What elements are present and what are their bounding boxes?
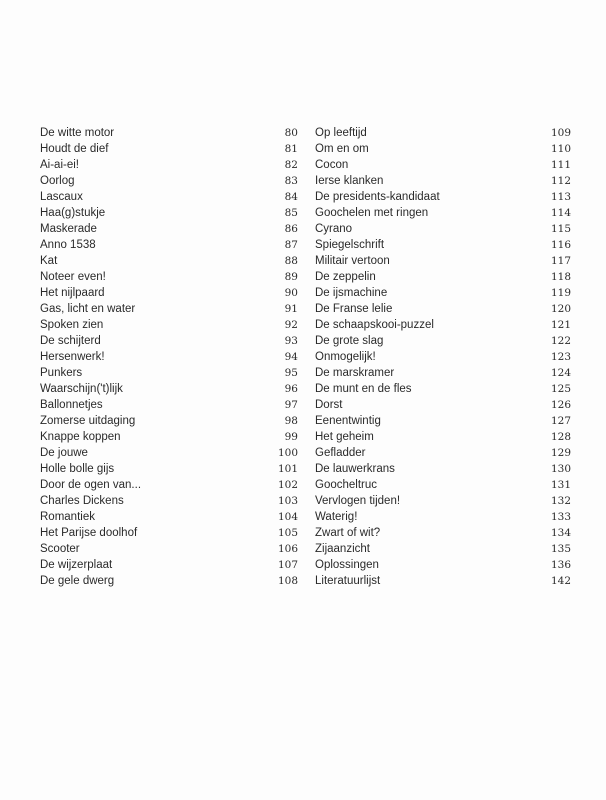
toc-entry-page: 122 (550, 335, 571, 347)
toc-entry (315, 477, 571, 493)
toc-entry-page: 97 (284, 399, 298, 411)
toc-entry-title: Charles Dickens (40, 495, 124, 507)
toc-entry-title: Hersenwerk! (40, 351, 105, 363)
toc-entry-title: Waarschijn('t)lijk (40, 383, 123, 395)
toc-entry-title: Zijaanzicht (315, 543, 370, 555)
toc-entry-title: Knappe koppen (40, 431, 121, 443)
toc-entry (315, 413, 571, 429)
toc-entry-title: Spiegelschrift (315, 239, 385, 251)
toc-entry (315, 125, 571, 141)
toc-entry-title: Militair vertoon (315, 255, 390, 267)
toc-entry-title: Goochelen met ringen (315, 207, 429, 219)
toc-entry-page: 135 (550, 543, 571, 555)
toc-entry (315, 349, 571, 365)
toc-entry-page: 131 (550, 479, 571, 491)
toc-entry-title: Houdt de dief (40, 143, 109, 155)
toc-entry (315, 237, 571, 253)
toc-entry-title: Anno 1538 (40, 239, 96, 251)
toc-entry-page: 108 (277, 575, 298, 587)
toc-entry-page: 103 (277, 495, 298, 507)
toc-entry-title: Cyrano (315, 223, 353, 235)
toc-entry (40, 317, 298, 333)
toc-entry-page: 142 (550, 575, 571, 587)
toc-entry-title: Het geheim (315, 431, 374, 443)
toc-entry-page: 106 (277, 543, 298, 555)
toc-entry (315, 573, 571, 589)
toc-entry-title: De witte motor (40, 127, 115, 139)
toc-entry-page: 133 (550, 511, 571, 523)
toc-entry-title: De jouwe (40, 447, 88, 459)
toc-entry (40, 285, 298, 301)
toc-entry (40, 301, 298, 317)
toc-entry-title: Holle bolle gijs (40, 463, 115, 475)
toc-entry-page: 129 (550, 447, 571, 459)
toc-entry-title: Oorlog (40, 175, 75, 187)
toc-entry (315, 253, 571, 269)
toc-entry-page: 100 (277, 447, 298, 459)
toc-entry-page: 134 (550, 527, 571, 539)
toc-entry (40, 125, 298, 141)
toc-entry-title: De munt en de fles (315, 383, 412, 395)
toc-entry-title: Onmogelijk! (315, 351, 376, 363)
toc-entry (315, 205, 571, 221)
toc-entry-page: 113 (550, 191, 571, 203)
toc-entry (40, 157, 298, 173)
toc-entry-page: 114 (550, 207, 571, 219)
toc-entry-page: 98 (284, 415, 298, 427)
toc-entry-title: Noteer even! (40, 271, 106, 283)
toc-entry-page: 87 (284, 239, 298, 251)
toc-entry (40, 141, 298, 157)
toc-entry-title: Het Parijse doolhof (40, 527, 138, 539)
toc-entry (315, 397, 571, 413)
toc-entry-title: Dorst (315, 399, 343, 411)
toc-entry-title: Scooter (40, 543, 80, 555)
toc-entry (40, 189, 298, 205)
toc-entry-page: 107 (277, 559, 298, 571)
toc-entry-title: Door de ogen van... (40, 479, 142, 491)
toc-entry-page: 115 (550, 223, 571, 235)
toc-entry (315, 285, 571, 301)
toc-entry (315, 525, 571, 541)
toc-entry-page: 95 (284, 367, 298, 379)
toc-entry-title: De schijterd (40, 335, 101, 347)
toc-entry-page: 109 (550, 127, 571, 139)
toc-entry-title: Zomerse uitdaging (40, 415, 136, 427)
toc-entry-title: De marskramer (315, 367, 395, 379)
toc-entry (315, 317, 571, 333)
toc-entry-page: 84 (284, 191, 298, 203)
toc-entry-page: 102 (277, 479, 298, 491)
toc-entry-title: De schaapskooi-puzzel (315, 319, 434, 331)
toc-entry (315, 461, 571, 477)
toc-entry (315, 381, 571, 397)
toc-entry-title: Haa(g)stukje (40, 207, 106, 219)
toc-entry (40, 365, 298, 381)
toc-entry-page: 112 (550, 175, 571, 187)
toc-entry-page: 83 (284, 175, 298, 187)
toc-entry-page: 130 (550, 463, 571, 475)
toc-entry-page: 126 (550, 399, 571, 411)
toc-entry-page: 136 (550, 559, 571, 571)
toc-entry-title: Gas, licht en water (40, 303, 136, 315)
toc-entry (40, 429, 298, 445)
toc-entry-title: Eenentwintig (315, 415, 381, 427)
toc-entry-page: 89 (284, 271, 298, 283)
toc-entry (315, 189, 571, 205)
toc-entry-title: Om en om (315, 143, 369, 155)
toc-entry-page: 105 (277, 527, 298, 539)
toc-entry-page: 82 (284, 159, 298, 171)
toc-entry (40, 445, 298, 461)
toc-entry (315, 365, 571, 381)
toc-entry (40, 413, 298, 429)
toc-entry-page: 94 (284, 351, 298, 363)
toc-entry (40, 493, 298, 509)
toc-entry-title: Maskerade (40, 223, 97, 235)
toc-entry-page: 88 (284, 255, 298, 267)
toc-entry (315, 269, 571, 285)
toc-entry (40, 269, 298, 285)
toc-entry-page: 96 (284, 383, 298, 395)
toc-entry (315, 429, 571, 445)
toc-entry-page: 111 (550, 159, 571, 171)
toc-entry-page: 86 (284, 223, 298, 235)
toc-entry-page: 127 (550, 415, 571, 427)
toc-entry (40, 253, 298, 269)
toc-entry-title: Gefladder (315, 447, 366, 459)
toc-entry-title: Het nijlpaard (40, 287, 105, 299)
toc-entry-title: Romantiek (40, 511, 95, 523)
toc-right-column (315, 125, 571, 589)
toc-entry-page: 110 (550, 143, 571, 155)
toc-entry (40, 461, 298, 477)
toc-entry-page: 132 (550, 495, 571, 507)
toc-entry (40, 381, 298, 397)
toc-entry-title: Ai-ai-ei! (40, 159, 79, 171)
toc-entry-title: De presidents-kandidaat (315, 191, 440, 203)
toc-entry (40, 541, 298, 557)
toc-entry-title: De grote slag (315, 335, 384, 347)
toc-entry (315, 157, 571, 173)
toc-entry (40, 397, 298, 413)
toc-entry (315, 141, 571, 157)
toc-entry (315, 557, 571, 573)
toc-entry-title: De zeppelin (315, 271, 376, 283)
toc-entry (315, 509, 571, 525)
toc-entry (40, 333, 298, 349)
toc-entry-page: 101 (277, 463, 298, 475)
toc-entry-page: 99 (284, 431, 298, 443)
toc-entry-page: 104 (277, 511, 298, 523)
toc-entry-page: 116 (550, 239, 571, 251)
toc-entry-page: 125 (550, 383, 571, 395)
toc-entry (40, 525, 298, 541)
toc-entry-page: 80 (284, 127, 298, 139)
toc-entry-title: Literatuurlijst (315, 575, 381, 587)
toc-entry-title: Lascaux (40, 191, 83, 203)
toc-entry (315, 445, 571, 461)
toc-entry-title: De lauwerkrans (315, 463, 395, 475)
toc-entry (315, 221, 571, 237)
toc-entry-page: 124 (550, 367, 571, 379)
toc-entry-page: 118 (550, 271, 571, 283)
toc-entry-page: 121 (550, 319, 571, 331)
toc-entry-title: Op leeftijd (315, 127, 367, 139)
toc-entry (315, 541, 571, 557)
toc-entry-title: De ijsmachine (315, 287, 388, 299)
toc-entry (40, 477, 298, 493)
toc-entry (40, 573, 298, 589)
toc-entry-title: Vervlogen tijden! (315, 495, 401, 507)
toc-entry (40, 221, 298, 237)
toc-entry-page: 117 (550, 255, 571, 267)
toc-entry-title: Kat (40, 255, 58, 267)
toc-entry-title: De Franse lelie (315, 303, 393, 315)
toc-entry-page: 90 (284, 287, 298, 299)
toc-entry (40, 173, 298, 189)
toc-left-column (40, 125, 298, 589)
toc-entry-page: 123 (550, 351, 571, 363)
toc-entry-title: Spoken zien (40, 319, 104, 331)
toc-entry-page: 92 (284, 319, 298, 331)
toc-entry-title: Cocon (315, 159, 349, 171)
toc-entry-title: Ierse klanken (315, 175, 384, 187)
toc-entry (315, 301, 571, 317)
toc-entry (40, 205, 298, 221)
toc-entry (40, 237, 298, 253)
toc-entry-title: De wijzerplaat (40, 559, 113, 571)
toc-entry (40, 509, 298, 525)
toc-entry-page: 91 (284, 303, 298, 315)
toc-entry-page: 85 (284, 207, 298, 219)
toc-entry-title: Punkers (40, 367, 83, 379)
toc-entry-page: 93 (284, 335, 298, 347)
toc-entry-title: Oplossingen (315, 559, 379, 571)
toc-entry (315, 173, 571, 189)
toc-entry-title: Waterig! (315, 511, 358, 523)
toc-entry (40, 557, 298, 573)
toc-entry (315, 333, 571, 349)
toc-entry-title: Goocheltruc (315, 479, 378, 491)
toc-entry-page: 120 (550, 303, 571, 315)
toc-entry-page: 81 (284, 143, 298, 155)
toc-entry-page: 119 (550, 287, 571, 299)
toc-entry (40, 349, 298, 365)
toc-entry-page: 128 (550, 431, 571, 443)
toc-entry (315, 493, 571, 509)
toc-entry-title: Ballonnetjes (40, 399, 103, 411)
toc-entry-title: De gele dwerg (40, 575, 115, 587)
toc-entry-title: Zwart of wit? (315, 527, 381, 539)
